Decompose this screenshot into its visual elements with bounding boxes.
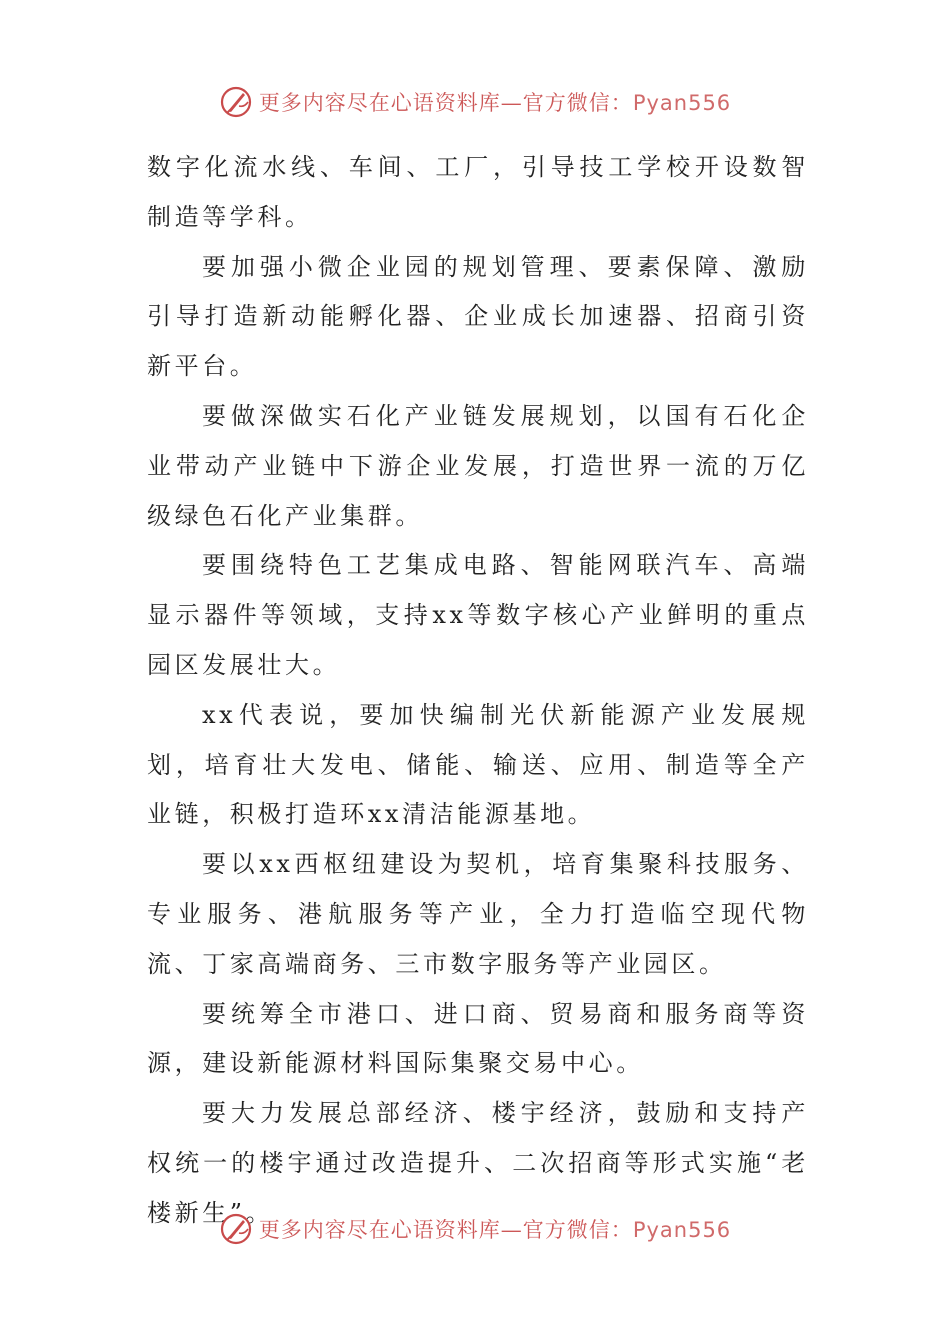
paragraph: 要围绕特色工艺集成电路、智能网联汽车、高端显示器件等领域，支持xx等数字核心产业鲜明的重点园区发展壮大。 xyxy=(147,551,809,679)
wechat-id: Pyan556 xyxy=(632,91,732,115)
paragraph: 要大力发展总部经济、楼宇经济，鼓励和支持产权统一的楼宇通过改造提升、二次招商等形式实施“老楼新生”。 xyxy=(147,1099,809,1227)
footer-watermark-banner xyxy=(0,1207,950,1251)
header-watermark-banner xyxy=(0,80,950,124)
paragraph: 要统筹全市港口、进口商、贸易商和服务商等资源，建设新能源材料国际集聚交易中心。 xyxy=(147,999,809,1078)
document-body xyxy=(147,143,809,1239)
wechat-id: Pyan556 xyxy=(632,1218,732,1242)
banner-text: 更多内容尽在心语资料库—官方微信：Pyan556 xyxy=(258,91,732,115)
banner-text: 更多内容尽在心语资料库—官方微信：Pyan556 xyxy=(258,1218,732,1242)
quill-pen-circle-icon xyxy=(219,85,253,119)
paragraph: 要做深做实石化产业链发展规划，以国有石化企业带动产业链中下游企业发展，打造世界一流的万亿级绿色石化产业集群。 xyxy=(147,401,809,530)
paragraph: 要以xx西枢纽建设为契机，培育集聚科技服务、专业服务、港航服务等产业，全力打造临空现代物流、丁家高端商务、三市数字服务等产业园区。 xyxy=(147,850,809,978)
paragraph: 数字化流水线、车间、工厂，引导技工学校开设数智制造等学科。 xyxy=(147,153,809,231)
paragraph: 要加强小微企业园的规划管理、要素保障、激励引导打造新动能孵化器、企业成长加速器、招商引资新平台。 xyxy=(147,252,809,381)
paragraph: xx代表说，要加快编制光伏新能源产业发展规划，培育壮大发电、储能、输送、应用、制造等全产业链，积极打造环xx清洁能源基地。 xyxy=(147,700,809,829)
quill-pen-circle-icon xyxy=(219,1212,253,1246)
